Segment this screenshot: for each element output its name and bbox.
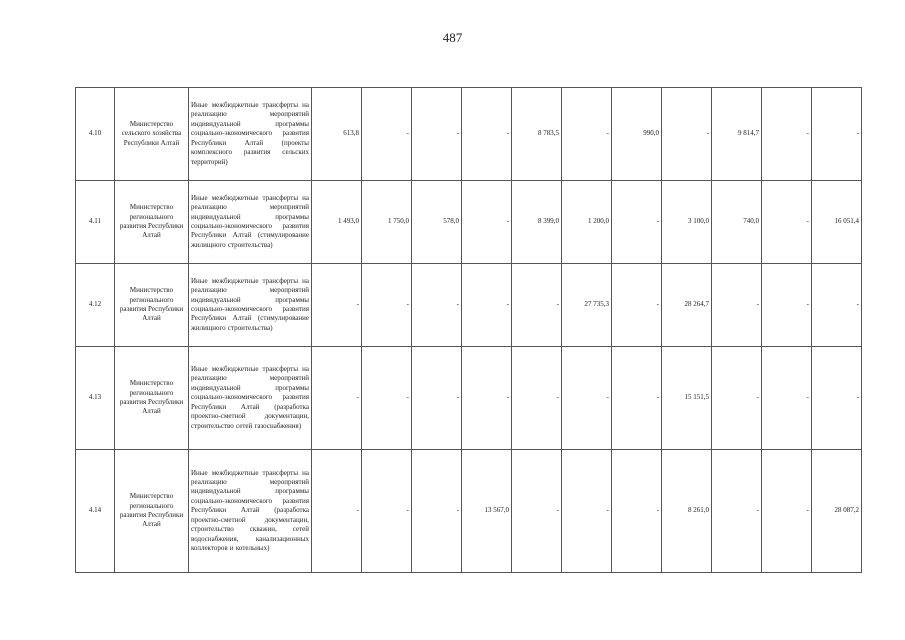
table-row xyxy=(76,450,862,573)
value-cell: - xyxy=(612,347,662,450)
row-number: 4.10 xyxy=(76,88,115,181)
description-cell: Иные межбюджетные трансферты на реализацию мероприятий индивидуальной программы социально-экономического развития Республики Алтай (разработка проектно-сметной документации, строительство скважин, сетей водоснабжения, канализационных коллекторов и котельных) xyxy=(189,450,312,573)
page-number: 487 xyxy=(442,30,463,45)
row-number: 4.11 xyxy=(76,181,115,264)
value-cell: - xyxy=(312,264,362,347)
description-cell: Иные межбюджетные трансферты на реализацию мероприятий индивидуальной программы социально-экономического развития Республики Алтай (стимулирование жилищного строительства) xyxy=(189,264,312,347)
value-cell: 8 783,5 xyxy=(512,88,562,181)
value-cell: 3 100,0 xyxy=(662,181,712,264)
value-cell: - xyxy=(612,450,662,573)
value-cell: 1 200,0 xyxy=(562,181,612,264)
organization-cell: Министерство регионального развития Республики Алтай xyxy=(115,450,189,573)
table-row xyxy=(76,181,862,264)
value-cell: 1 493,0 xyxy=(312,181,362,264)
value-cell: - xyxy=(562,450,612,573)
value-cell: 578,0 xyxy=(412,181,462,264)
value-cell: - xyxy=(712,347,762,450)
organization-cell: Министерство сельского хозяйства Республики Алтай xyxy=(115,88,189,181)
value-cell: - xyxy=(762,450,812,573)
table-row xyxy=(76,347,862,450)
value-cell: 16 051,4 xyxy=(812,181,862,264)
value-cell: 1 750,0 xyxy=(362,181,412,264)
value-cell: - xyxy=(662,88,712,181)
value-cell: - xyxy=(612,181,662,264)
value-cell: 15 151,5 xyxy=(662,347,712,450)
value-cell: - xyxy=(412,450,462,573)
value-cell: - xyxy=(812,264,862,347)
value-cell: - xyxy=(362,347,412,450)
value-cell: - xyxy=(512,450,562,573)
description-cell: Иные межбюджетные трансферты на реализацию мероприятий индивидуальной программы социально-экономического развития Республики Алтай (стимулирование жилищного строительства) xyxy=(189,181,312,264)
value-cell: - xyxy=(712,264,762,347)
value-cell: - xyxy=(562,347,612,450)
value-cell: 8 261,0 xyxy=(662,450,712,573)
row-number: 4.14 xyxy=(76,450,115,573)
value-cell: - xyxy=(412,264,462,347)
organization-cell: Министерство регионального развития Республики Алтай xyxy=(115,264,189,347)
table-row xyxy=(76,88,862,181)
value-cell: 27 735,3 xyxy=(562,264,612,347)
value-cell: - xyxy=(762,181,812,264)
value-cell: - xyxy=(712,450,762,573)
row-number: 4.12 xyxy=(76,264,115,347)
value-cell: - xyxy=(762,88,812,181)
table-row xyxy=(76,264,862,347)
value-cell: - xyxy=(512,264,562,347)
value-cell: - xyxy=(362,450,412,573)
value-cell: - xyxy=(812,347,862,450)
value-cell: - xyxy=(362,264,412,347)
value-cell: - xyxy=(612,264,662,347)
value-cell: - xyxy=(512,347,562,450)
value-cell: - xyxy=(462,88,512,181)
organization-cell: Министерство регионального развития Республики Алтай xyxy=(115,181,189,264)
value-cell: 28 087,2 xyxy=(812,450,862,573)
description-cell: Иные межбюджетные трансферты на реализацию мероприятий индивидуальной программы социально-экономического развития Республики Алтай (проекты комплексного развития сельских территорий) xyxy=(189,88,312,181)
value-cell: - xyxy=(462,347,512,450)
value-cell: - xyxy=(312,347,362,450)
value-cell: 990,0 xyxy=(612,88,662,181)
row-number: 4.13 xyxy=(76,347,115,450)
value-cell: 613,8 xyxy=(312,88,362,181)
value-cell: - xyxy=(462,181,512,264)
value-cell: - xyxy=(562,88,612,181)
description-cell: Иные межбюджетные трансферты на реализацию мероприятий индивидуальной программы социально-экономического развития Республики Алтай (разработка проектно-сметной документации, строительство сетей газоснабжения) xyxy=(189,347,312,450)
value-cell: - xyxy=(812,88,862,181)
value-cell: - xyxy=(762,347,812,450)
value-cell: - xyxy=(462,264,512,347)
value-cell: - xyxy=(412,88,462,181)
budget-table xyxy=(75,87,862,573)
value-cell: 13 567,0 xyxy=(462,450,512,573)
value-cell: 28 264,7 xyxy=(662,264,712,347)
organization-cell: Министерство регионального развития Республики Алтай xyxy=(115,347,189,450)
value-cell: 740,0 xyxy=(712,181,762,264)
value-cell: - xyxy=(412,347,462,450)
value-cell: 8 399,0 xyxy=(512,181,562,264)
value-cell: 9 814,7 xyxy=(712,88,762,181)
value-cell: - xyxy=(762,264,812,347)
value-cell: - xyxy=(362,88,412,181)
value-cell: - xyxy=(312,450,362,573)
